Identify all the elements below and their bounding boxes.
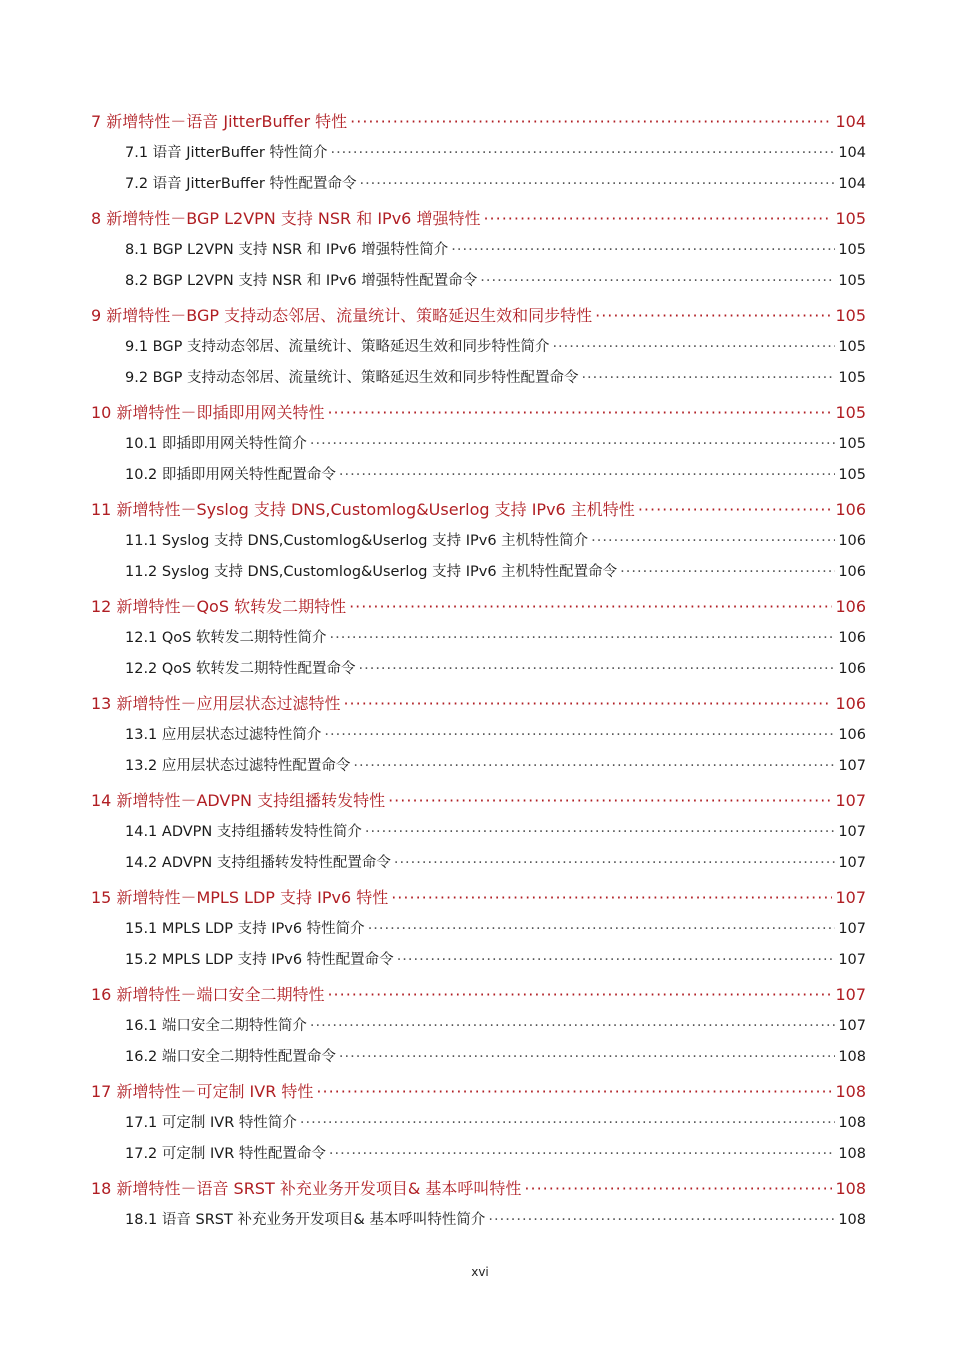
toc-entry-title: 9.2 BGP 支持动态邻居、流量统计、策略延迟生效和同步特性配置命令: [125, 370, 579, 386]
toc-entry[interactable]: [91, 915, 866, 946]
toc-entry-title: 13 新增特性－应用层状态过滤特性: [91, 694, 341, 713]
toc-entry-page: 108: [835, 1082, 866, 1101]
toc-entry-page: 107: [838, 855, 866, 871]
toc-entry-page: 107: [835, 888, 866, 907]
toc-entry-title: 9.1 BGP 支持动态邻居、流量统计、策略延迟生效和同步特性简介: [125, 339, 550, 355]
page-number: xvi: [471, 1265, 489, 1279]
dot-leader: [388, 787, 832, 815]
toc-entry[interactable]: [91, 1012, 866, 1043]
toc-entry[interactable]: [91, 267, 866, 298]
toc-entry-title: 10 新增特性－即插即用网关特性: [91, 403, 325, 422]
toc-entry-page: 105: [838, 339, 866, 355]
toc-entry-title: 17.2 可定制 IVR 特性配置命令: [125, 1146, 326, 1162]
toc-entry-title: 7.1 语音 JitterBuffer 特性简介: [125, 145, 328, 161]
toc-entry[interactable]: [91, 752, 866, 783]
toc-entry[interactable]: [91, 496, 866, 527]
toc-entry-page: 106: [838, 630, 866, 646]
table-of-contents: [91, 104, 866, 1237]
toc-entry[interactable]: [91, 981, 866, 1012]
toc-entry-title: 16.2 端口安全二期特性配置命令: [125, 1049, 336, 1065]
toc-entry-title: 15.2 MPLS LDP 支持 IPv6 特性配置命令: [125, 952, 394, 968]
toc-entry[interactable]: [91, 624, 866, 655]
toc-entry-page: 108: [835, 1179, 866, 1198]
toc-entry-page: 104: [835, 112, 866, 131]
toc-entry[interactable]: [91, 593, 866, 624]
toc-entry-title: 11.1 Syslog 支持 DNS,Customlog&Userlog 支持 IPv6 主机特性简介: [125, 533, 589, 549]
toc-entry-page: 104: [838, 145, 866, 161]
dot-leader: [329, 1140, 835, 1168]
dot-leader: [350, 108, 832, 136]
toc-entry[interactable]: [91, 558, 866, 589]
dot-leader: [620, 558, 835, 586]
toc-entry-title: 12.1 QoS 软转发二期特性简介: [125, 630, 327, 646]
toc-entry-page: 108: [838, 1049, 866, 1065]
toc-entry-page: 107: [838, 824, 866, 840]
toc-entry-title: 8.1 BGP L2VPN 支持 NSR 和 IPv6 增强特性简介: [125, 242, 449, 258]
toc-entry-title: 7.2 语音 JitterBuffer 特性配置命令: [125, 176, 357, 192]
toc-entry-page: 106: [838, 661, 866, 677]
dot-leader: [343, 690, 832, 718]
toc-entry-page: 105: [838, 242, 866, 258]
toc-entry-page: 105: [835, 403, 866, 422]
toc-entry[interactable]: [91, 170, 866, 201]
dot-leader: [324, 721, 835, 749]
toc-entry-title: 11 新增特性－Syslog 支持 DNS,Customlog&Userlog 支持 IPv6 主机特性: [91, 500, 635, 519]
toc-entry-title: 17.1 可定制 IVR 特性简介: [125, 1115, 297, 1131]
toc-entry-title: 12 新增特性－QoS 软转发二期特性: [91, 597, 347, 616]
toc-entry-title: 10.1 即插即用网关特性简介: [125, 436, 307, 452]
toc-entry-page: 107: [838, 1018, 866, 1034]
toc-entry-page: 105: [835, 306, 866, 325]
toc-entry[interactable]: [91, 655, 866, 686]
dot-leader: [327, 399, 832, 427]
toc-entry[interactable]: [91, 1043, 866, 1074]
toc-entry-page: 106: [835, 597, 866, 616]
toc-entry-page: 106: [835, 500, 866, 519]
dot-leader: [480, 267, 835, 295]
toc-entry-page: 106: [838, 727, 866, 743]
dot-leader: [483, 205, 832, 233]
toc-entry[interactable]: [91, 430, 866, 461]
toc-entry-title: 8 新增特性－BGP L2VPN 支持 NSR 和 IPv6 增强特性: [91, 209, 481, 228]
toc-entry[interactable]: [91, 1175, 866, 1206]
toc-entry[interactable]: [91, 364, 866, 395]
toc-entry-page: 105: [838, 370, 866, 386]
dot-leader: [349, 593, 832, 621]
dot-leader: [339, 1043, 835, 1071]
dot-leader: [316, 1078, 832, 1106]
toc-entry[interactable]: [91, 205, 866, 236]
dot-leader: [330, 139, 835, 167]
toc-entry[interactable]: [91, 787, 866, 818]
toc-entry-title: 12.2 QoS 软转发二期特性配置命令: [125, 661, 356, 677]
toc-entry[interactable]: [91, 108, 866, 139]
toc-entry[interactable]: [91, 461, 866, 492]
toc-entry[interactable]: [91, 333, 866, 364]
toc-entry-page: 106: [838, 533, 866, 549]
toc-entry-title: 16.1 端口安全二期特性简介: [125, 1018, 307, 1034]
toc-entry-title: 17 新增特性－可定制 IVR 特性: [91, 1082, 314, 1101]
toc-entry-title: 15.1 MPLS LDP 支持 IPv6 特性简介: [125, 921, 365, 937]
toc-entry-title: 10.2 即插即用网关特性配置命令: [125, 467, 336, 483]
dot-leader: [339, 461, 835, 489]
dot-leader: [327, 981, 832, 1009]
dot-leader: [368, 915, 836, 943]
dot-leader: [595, 302, 832, 330]
toc-entry[interactable]: [91, 302, 866, 333]
toc-entry[interactable]: [91, 884, 866, 915]
toc-entry[interactable]: [91, 1140, 866, 1171]
toc-entry-page: 108: [838, 1146, 866, 1162]
toc-entry[interactable]: [91, 690, 866, 721]
dot-leader: [397, 946, 836, 974]
toc-entry-page: 107: [838, 952, 866, 968]
toc-entry[interactable]: [91, 1078, 866, 1109]
toc-entry-title: 18.1 语音 SRST 补充业务开发项目& 基本呼叫特性简介: [125, 1212, 486, 1228]
dot-leader: [638, 496, 833, 524]
dot-leader: [365, 818, 835, 846]
toc-entry[interactable]: [91, 849, 866, 880]
dot-leader: [552, 333, 835, 361]
toc-entry-page: 105: [838, 467, 866, 483]
toc-entry-title: 7 新增特性－语音 JitterBuffer 特性: [91, 112, 348, 131]
toc-entry-title: 13.1 应用层状态过滤特性简介: [125, 727, 322, 743]
dot-leader: [451, 236, 835, 264]
toc-entry[interactable]: [91, 946, 866, 977]
dot-leader: [394, 849, 835, 877]
toc-entry-page: 104: [838, 176, 866, 192]
dot-leader: [524, 1175, 832, 1203]
toc-entry-title: 15 新增特性－MPLS LDP 支持 IPv6 特性: [91, 888, 389, 907]
toc-entry[interactable]: [91, 818, 866, 849]
toc-entry-title: 14.1 ADVPN 支持组播转发特性简介: [125, 824, 362, 840]
toc-entry-title: 18 新增特性－语音 SRST 补充业务开发项目& 基本呼叫特性: [91, 1179, 522, 1198]
toc-entry[interactable]: [91, 1206, 866, 1237]
dot-leader: [330, 624, 836, 652]
toc-entry-title: 9 新增特性－BGP 支持动态邻居、流量统计、策略延迟生效和同步特性: [91, 306, 593, 325]
dot-leader: [591, 527, 835, 555]
toc-entry-title: 8.2 BGP L2VPN 支持 NSR 和 IPv6 增强特性配置命令: [125, 273, 478, 289]
dot-leader: [488, 1206, 835, 1234]
toc-entry-title: 11.2 Syslog 支持 DNS,Customlog&Userlog 支持 IPv6 主机特性配置命令: [125, 564, 618, 580]
dot-leader: [359, 655, 836, 683]
toc-entry-page: 106: [838, 564, 866, 580]
toc-entry-page: 108: [838, 1115, 866, 1131]
toc-entry-title: 13.2 应用层状态过滤特性配置命令: [125, 758, 351, 774]
toc-entry-page: 105: [838, 436, 866, 452]
toc-entry-page: 108: [838, 1212, 866, 1228]
dot-leader: [353, 752, 835, 780]
toc-entry-page: 107: [835, 791, 866, 810]
toc-entry-page: 107: [838, 758, 866, 774]
dot-leader: [581, 364, 835, 392]
toc-entry-page: 105: [838, 273, 866, 289]
toc-entry[interactable]: [91, 1109, 866, 1140]
toc-entry-page: 107: [838, 921, 866, 937]
toc-entry-page: 105: [835, 209, 866, 228]
dot-leader: [310, 1012, 835, 1040]
dot-leader: [359, 170, 835, 198]
toc-entry-title: 14.2 ADVPN 支持组播转发特性配置命令: [125, 855, 391, 871]
toc-entry[interactable]: [91, 399, 866, 430]
dot-leader: [300, 1109, 835, 1137]
toc-entry[interactable]: [91, 527, 866, 558]
toc-entry-title: 14 新增特性－ADVPN 支持组播转发特性: [91, 791, 386, 810]
toc-entry-page: 106: [835, 694, 866, 713]
dot-leader: [310, 430, 835, 458]
toc-entry-title: 16 新增特性－端口安全二期特性: [91, 985, 325, 1004]
toc-entry[interactable]: [91, 236, 866, 267]
toc-entry[interactable]: [91, 139, 866, 170]
dot-leader: [391, 884, 832, 912]
toc-entry-page: 107: [835, 985, 866, 1004]
toc-entry[interactable]: [91, 721, 866, 752]
